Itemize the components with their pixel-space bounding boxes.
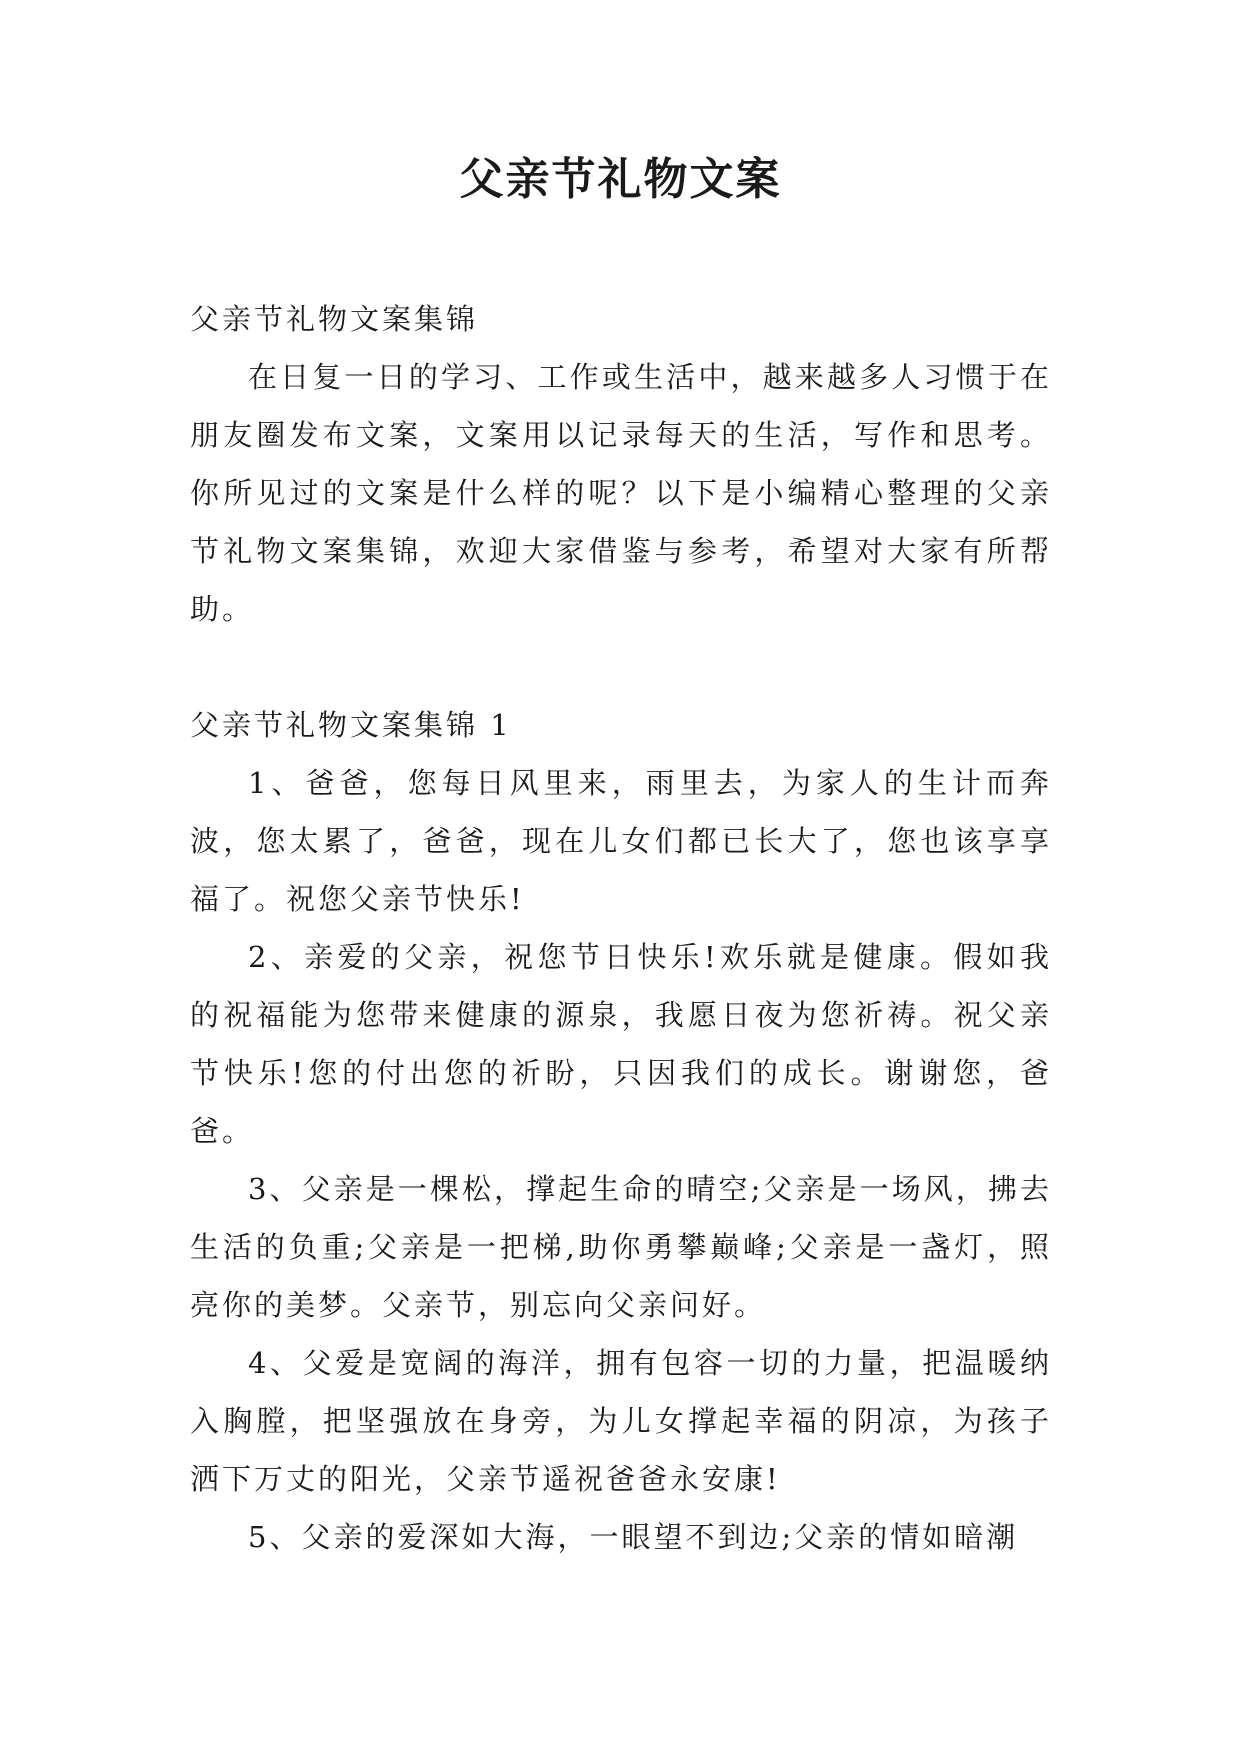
list-item: 3、父亲是一棵松，撑起生命的晴空;父亲是一场风，拂去生活的负重;父亲是一把梯,助你勇攀巅峰;父亲是一盏灯，照亮你的美梦。父亲节，别忘向父亲问好。 — [190, 1172, 1052, 1322]
paragraph-spacer — [190, 638, 1052, 696]
intro-paragraph: 在日复一日的学习、工作或生活中，越来越多人习惯于在朋友圈发布文案，文案用以记录每天的生活，写作和思考。你所见过的文案是什么样的呢？以下是小编精心整理的父亲节礼物文案集锦，欢迎大家借鉴与参考，希望对大家有所帮助。 — [190, 360, 1052, 626]
document-title: 父亲节礼物文案 — [459, 154, 782, 205]
list-item: 4、父爱是宽阔的海洋，拥有包容一切的力量，把温暖纳入胸膛，把坚强放在身旁，为儿女撑起幸福的阴凉，为孩子洒下万丈的阳光，父亲节遥祝爸爸永安康! — [190, 1346, 1052, 1496]
list-item: 5、父亲的爱深如大海，一眼望不到边;父亲的情如暗潮 — [248, 1520, 1019, 1554]
document-body — [190, 290, 1052, 1566]
list-item: 2、亲爱的父亲，祝您节日快乐!欢乐就是健康。假如我的祝福能为您带来健康的源泉，我愿日夜为您祈祷。祝父亲节快乐!您的付出您的祈盼，只因我们的成长。谢谢您，爸爸。 — [190, 940, 1052, 1148]
section-heading: 父亲节礼物文案集锦 — [190, 302, 479, 336]
section-heading: 父亲节礼物文案集锦 1 — [190, 708, 512, 742]
list-item: 1、爸爸，您每日风里来，雨里去，为家人的生计而奔波，您太累了，爸爸，现在儿女们都已长大了，您也该享享福了。祝您父亲节快乐! — [190, 766, 1052, 916]
